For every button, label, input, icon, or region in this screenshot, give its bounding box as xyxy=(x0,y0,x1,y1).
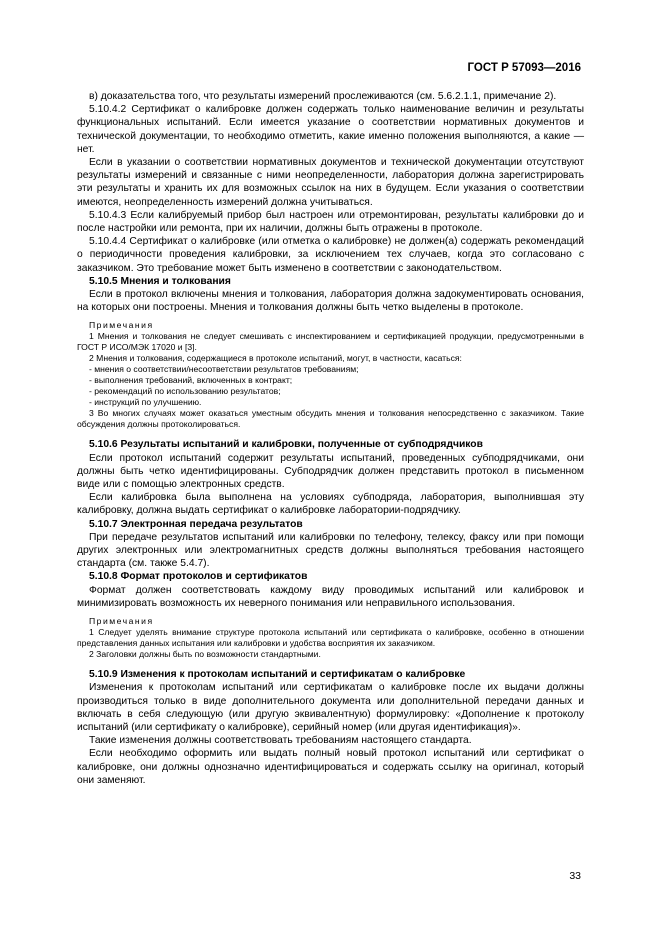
paragraph: Если калибровка была выполнена на условиях субподряда, лаборатория, выполнившая эту калибровку, должна выдать сертификат о калибровке лаборатории-подрядчику. xyxy=(77,492,584,517)
note-item: 3 Во многих случаях может оказаться уместным обсудить мнения и толкования непосредственно с заказчиком. Такие обсуждения должны протоколироваться. xyxy=(77,408,584,430)
paragraph: Если в протокол включены мнения и толкования, лаборатория должна задокументировать основания, на которых они построены. Мнения и толкования должны быть четко выделены в протоколе. xyxy=(77,289,584,314)
section-heading: 5.10.6 Результаты испытаний и калибровки, полученные от субподрядчиков xyxy=(89,439,483,451)
note-item: 1 Мнения и толкования не следует смешивать с инспектированием и сертификацией продукции, предусмотренными в ГОСТ Р ИСО/МЭК 17020 и [3]. xyxy=(77,331,584,353)
note-dash-item: - выполнения требований, включенных в контракт; xyxy=(89,375,293,386)
paragraph: 5.10.4.2 Сертификат о калибровке должен содержать только наименование величин и результаты функциональных испытаний. Если имеется указание о соответствии нормативных документов и технической документации, то необходимо отметить, какие именно положения выполняются, а какие — нет. xyxy=(77,104,584,155)
paragraph: При передаче результатов испытаний или калибровки по телефону, телексу, факсу или при помощи других электронных или электромагнитных средств должны выполняться требования настоящего стандарта (см. также 5.4.7). xyxy=(77,531,584,570)
section-heading: 5.10.5 Мнения и толкования xyxy=(89,275,231,287)
section-heading: 5.10.7 Электронная передача результатов xyxy=(89,518,303,530)
note-item: 2 Мнения и толкования, содержащиеся в протоколе испытаний, могут, в частности, касаться: xyxy=(89,353,462,364)
note-item: 2 Заголовки должны быть по возможности стандартными. xyxy=(89,649,321,660)
paragraph: Если необходимо оформить или выдать полный новый протокол испытаний или сертификат о калибровке, они должны однозначно идентифицироваться и содержать ссылку на оригинал, который они заменяют. xyxy=(77,748,584,786)
page-number: 33 xyxy=(569,870,581,882)
page-content xyxy=(77,90,584,787)
document-id-header: ГОСТ Р 57093—2016 xyxy=(467,62,581,74)
note-dash-item: - инструкций по улучшению. xyxy=(89,397,202,408)
note-dash-item: - рекомендаций по использованию результатов; xyxy=(89,386,281,397)
notes-block xyxy=(77,616,584,660)
notes-title: Примечания xyxy=(89,320,154,331)
note-item: 1 Следует уделять внимание структуре протокола испытаний или сертификата о калибровке, особенно в отношении представления данных испытания или калибровки и удобства восприятия их заказчиком. xyxy=(77,627,584,649)
section-heading: 5.10.8 Формат протоколов и сертификатов xyxy=(89,571,308,583)
paragraph: в) доказательства того, что результаты измерений прослеживаются (см. 5.6.2.1.1, примечание 2). xyxy=(89,91,557,102)
paragraph: 5.10.4.3 Если калибруемый прибор был настроен или отремонтирован, результаты калибровки до и после настройки или ремонта, при их наличии, должны быть отражены в протоколе. xyxy=(77,209,584,235)
paragraph: Такие изменения должны соответствовать требованиям настоящего стандарта. xyxy=(89,735,472,747)
notes-block xyxy=(77,320,584,430)
notes-title: Примечания xyxy=(89,616,154,627)
paragraph: Если в указании о соответствии нормативных документов и технической документации отсутствуют результаты измерений и связанные с ними неопределенности, лаборатория должна зарегистрировать эти результаты и хранить их для возможных ссылок на них в будущем. Если указания о соответствии имеются, неопределенность измерений должна учитываться. xyxy=(77,157,584,208)
paragraph: Если протокол испытаний содержит результаты испытаний, проведенных субподрядчиками, они должны быть четко идентифицированы. Субподрядчик должен представить протокол в письменном виде или с помощью электронных средств. xyxy=(77,452,584,491)
paragraph: 5.10.4.4 Сертификат о калибровке (или отметка о калибровке) не должен(а) содержать рекомендаций о периодичности проведения калибровки, за исключением тех случаев, когда это согласовано с заказчиком. Это требование может быть изменено в соответствии с законодательством. xyxy=(77,236,584,274)
note-dash-item: - мнения о соответствии/несоответствии результатов требованиям; xyxy=(89,364,359,375)
paragraph: Формат должен соответствовать каждому виду проводимых испытаний или калибровок и минимизировать возможность их неверного понимания или неправильного использования. xyxy=(77,584,584,609)
paragraph: Изменения к протоколам испытаний или сертификатам о калибровке после их выдачи должны производиться только в виде дополнительного документа или дополнительной передачи данных и включать в себя следующую (или другую эквивалентную) формулировку: «Дополнение к протоколу испытаний (или сертификату о калибровке), серийный номер (или другая идентификация)». xyxy=(77,682,584,733)
section-heading: 5.10.9 Изменения к протоколам испытаний и сертификатам о калибровке xyxy=(89,669,466,681)
